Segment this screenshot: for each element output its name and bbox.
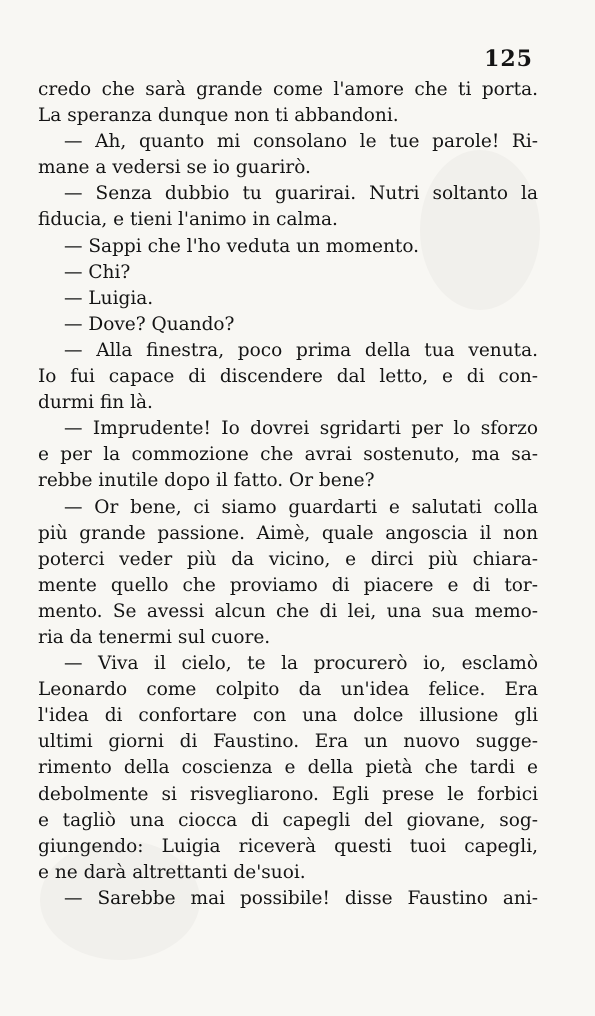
text-line: — Senza dubbio tu guarirai. Nutri soltanto la <box>64 183 538 205</box>
text-line: Leonardo come colpito da un'idea felice. Era <box>38 679 538 701</box>
text-line: poterci veder più da vicino, e dirci più chiara- <box>38 548 538 570</box>
text-line: — Imprudente! Io dovrei sgridarti per lo sforzo <box>64 418 538 440</box>
text-line: — Sappi che l'ho veduta un momento. <box>64 235 420 257</box>
text-line: e ne darà altrettanti de'suoi. <box>38 861 306 883</box>
text-line: — Viva il cielo, te la procurerò io, esclamò <box>64 653 538 675</box>
text-line: ultimi giorni di Faustino. Era un nuovo sugge- <box>38 731 538 753</box>
text-line: — Sarebbe mai possibile! disse Faustino ani- <box>64 887 538 909</box>
text-line: mente quello che proviamo di piacere e di tor- <box>38 574 538 596</box>
text-line: mane a vedersi se io guarirò. <box>38 157 311 179</box>
text-line: — Or bene, ci siamo guardarti e salutati colla <box>64 496 538 518</box>
text-line: fiducia, e tieni l'animo in calma. <box>38 209 338 231</box>
text-line: e per la commozione che avrai sostenuto, ma sa- <box>38 444 538 466</box>
text-line: mento. Se avessi alcun che di lei, una sua memo- <box>38 600 538 622</box>
body-text <box>38 77 538 912</box>
page-number: 125 <box>484 46 533 72</box>
text-line: l'idea di confortare con una dolce illusione gli <box>38 705 538 727</box>
text-line: ria da tenermi sul cuore. <box>38 626 271 648</box>
text-line: più grande passione. Aimè, quale angoscia il non <box>38 522 538 544</box>
text-line: La speranza dunque non ti abbandoni. <box>38 105 399 127</box>
text-line: credo che sarà grande come l'amore che ti porta. <box>38 79 538 100</box>
text-line: — Alla finestra, poco prima della tua venuta. <box>64 339 538 361</box>
text-line: rebbe inutile dopo il fatto. Or bene? <box>38 470 375 492</box>
text-line: giungendo: Luigia riceverà questi tuoi capegli, <box>38 835 538 857</box>
text-line: Io fui capace di discendere dal letto, e di con- <box>38 366 538 388</box>
text-line: durmi fin là. <box>38 392 153 414</box>
text-line: — Dove? Quando? <box>64 313 235 335</box>
text-line: rimento della coscienza e della pietà che tardi e <box>38 757 538 779</box>
text-line: — Chi? <box>64 261 131 283</box>
text-line: debolmente si risvegliarono. Egli prese le forbici <box>38 783 538 805</box>
text-line: e tagliò una ciocca di capegli del giovane, sog- <box>38 809 538 831</box>
text-line: — Luigia. <box>64 287 154 309</box>
text-line: — Ah, quanto mi consolano le tue parole! Ri- <box>64 131 538 153</box>
